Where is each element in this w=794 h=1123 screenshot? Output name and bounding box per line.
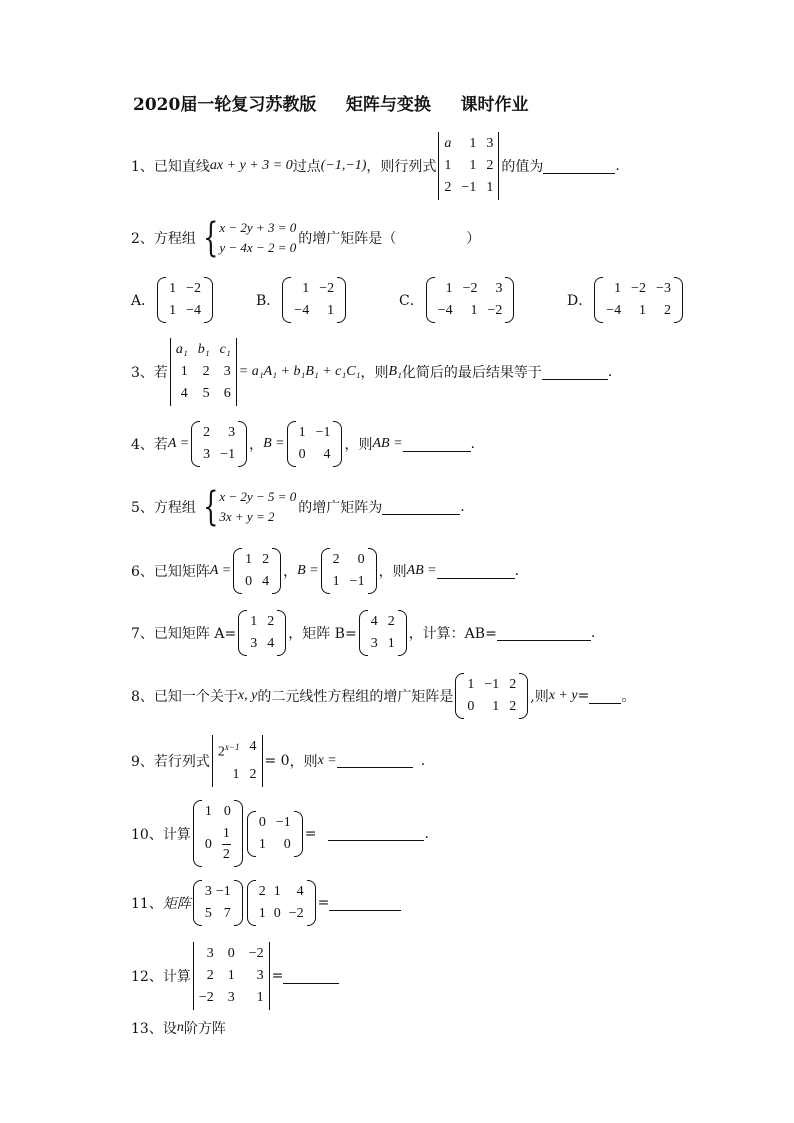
matrix-cell: 1 xyxy=(467,677,475,692)
matrix-cell: 3 xyxy=(256,968,264,983)
option-c[interactable]: C． 1 −2 3 −4 1 −2 xyxy=(399,277,567,323)
matrix-cell: 1 xyxy=(387,636,395,651)
matrix-cell: 0 xyxy=(258,814,266,830)
matrix-cell: −4 xyxy=(606,303,622,318)
matrix-cell: 3 xyxy=(223,364,231,379)
matrix-cell: −3 xyxy=(656,281,671,296)
matrix-cell: 0 xyxy=(298,447,306,462)
matrix-cell: 5 xyxy=(202,386,210,401)
matrix-cell: 4 xyxy=(323,447,331,462)
matrix-cell: 4 xyxy=(262,574,270,589)
matrix-cell: −2 xyxy=(248,946,264,961)
matrix-cell: 1 xyxy=(469,158,477,173)
matrix-cell: 5 xyxy=(204,906,212,921)
matrix-cell: 1 xyxy=(486,180,494,195)
matrix-cell: 2 xyxy=(509,677,517,692)
answer-blank xyxy=(589,689,621,704)
matrix-cell: 3 xyxy=(370,636,378,651)
matrix-cell: 2 xyxy=(262,552,270,567)
answer-blank xyxy=(283,969,339,984)
determinant: $2^{x-1}$ 4 1 2 xyxy=(212,735,263,787)
matrix-cell: −1 xyxy=(215,884,231,899)
matrix-cell: −2 xyxy=(288,906,304,921)
matrix-cell: 1 xyxy=(492,699,500,714)
matrix-cell: 3 xyxy=(203,447,211,462)
matrix-cell: 4 xyxy=(180,386,188,401)
question-1: 1、 已知直线 ax + y + 3 = 0 过点 (−1,−1) ，则行列式 a 1 3 1 1 2 2 −1 1 的值为 . xyxy=(131,132,620,200)
matrix-cell: −2 xyxy=(631,281,647,296)
matrix-cell: −2 xyxy=(319,281,335,296)
matrix-cell: 1 xyxy=(245,552,253,567)
matrix-cell: 0 xyxy=(357,552,365,567)
matrix-cell: 1 xyxy=(639,303,647,318)
matrix-cell: 1 xyxy=(273,884,281,899)
matrix-cell: 0 xyxy=(467,699,475,714)
matrix-cell: 6 xyxy=(223,386,231,401)
matrix-cell: 1 xyxy=(332,574,340,589)
matrix-cell: 2 xyxy=(332,552,340,567)
matrix-cell: −1 xyxy=(349,574,365,589)
matrix-cell: 3 xyxy=(204,884,212,899)
matrix-cell: 2 xyxy=(267,614,275,629)
matrix-cell: 1 xyxy=(469,136,477,151)
answer-blank xyxy=(382,500,460,515)
matrix-cell: −4 xyxy=(294,303,310,318)
det-grid xyxy=(441,132,496,200)
matrix-cell: 1 xyxy=(470,303,478,318)
determinant xyxy=(193,942,270,1010)
matrix-cell: 1 xyxy=(298,425,306,440)
question-9: 9、 若行列式 $2^{x-1}$ 4 1 2 = 0 ，则 x = . xyxy=(131,735,425,787)
matrix-cell: 3 xyxy=(228,425,236,440)
matrix-cell: −2 xyxy=(462,281,478,296)
matrix-cell: −1 xyxy=(315,425,331,440)
matrix-cell: 0 xyxy=(273,906,281,921)
matrix-cell: 1 xyxy=(227,968,235,983)
matrix-cell: 1 xyxy=(256,990,264,1005)
matrix-cell: 1 xyxy=(169,281,177,296)
determinant xyxy=(170,338,237,406)
matrix-cell: 2 xyxy=(202,364,210,379)
question-8: 8、 已知一个关于 x, y 的二元线性方程组的增广矩阵是 1 −1 2 0 1 2 ,则 x + y = 。 xyxy=(131,673,635,719)
page-title: 2020届一轮复习苏教版 矩阵与变换 课时作业 xyxy=(133,95,529,115)
matrix-cell: 0 xyxy=(227,946,235,961)
matrix-cell: 3 xyxy=(495,281,503,296)
matrix-cell: −2 xyxy=(186,281,202,296)
matrix-cell: 1 xyxy=(169,303,177,318)
matrix-cell: 3 xyxy=(250,636,258,651)
matrix-cell: −4 xyxy=(437,303,453,318)
question-2: 2、 方程组 { x − 2y + 3 = 0 y − 4x − 2 = 0 的增广矩阵是（ ） xyxy=(131,215,481,261)
question-7: 7、 已知矩阵 A= 1 2 3 4 ，矩阵 B= 4 2 3 1 ，计算：AB= . xyxy=(131,610,595,656)
matrix-cell: 2 xyxy=(663,303,671,318)
matrix-cell: 3 xyxy=(486,136,494,151)
matrix-cell: 0 xyxy=(283,836,291,852)
matrix-cell: 4 xyxy=(296,884,304,899)
matrix-cell: 0 xyxy=(245,574,253,589)
matrix-cell: 4 xyxy=(267,636,275,651)
matrix-cell: 2 xyxy=(509,699,517,714)
question-13: 13、 设 n 阶方阵 xyxy=(131,1020,226,1037)
matrix-cell: 4 xyxy=(370,614,378,629)
matrix-cell: c₁ xyxy=(219,342,231,357)
matrix-cell: 1 xyxy=(327,303,335,318)
matrix-cell: 1 xyxy=(445,281,453,296)
matrix-cell: a xyxy=(444,136,452,151)
question-5: 5、 方程组 { x − 2y − 5 = 0 3x + y = 2 的增广矩阵为 . xyxy=(131,484,465,530)
answer-blank xyxy=(497,626,591,641)
matrix-cell: 1 xyxy=(258,836,266,852)
determinant xyxy=(438,132,499,200)
matrix-cell: 7 xyxy=(223,906,231,921)
question-10: 10、 计算 1 0 0 $\frac{1}{2}$ 0 −1 1 0 = . xyxy=(131,800,429,867)
matrix-cell: 2 xyxy=(258,884,266,899)
option-a[interactable]: A． 1 −2 1 −4 xyxy=(131,277,256,323)
equation-system: { x − 2y + 3 = 0 y − 4x − 2 = 0 xyxy=(203,215,297,261)
answer-blank xyxy=(437,564,515,579)
matrix-cell: 3 xyxy=(227,990,235,1005)
matrix-cell: −2 xyxy=(198,990,214,1005)
matrix-cell: 2 xyxy=(486,158,494,173)
question-12: 12、 计算 3 0 −2 2 1 3 −2 3 1 = xyxy=(131,942,339,1010)
matrix-cell: 1 xyxy=(614,281,622,296)
question-11: 11、 矩阵 3 −1 5 7 2 1 4 1 0 −2 = xyxy=(131,880,401,926)
answer-blank xyxy=(542,365,608,380)
matrix-cell: 1 xyxy=(180,364,188,379)
matrix-cell: −4 xyxy=(186,303,202,318)
matrix-cell: 1 xyxy=(258,906,266,921)
answer-blank xyxy=(403,437,471,452)
matrix-cell: 1 xyxy=(302,281,310,296)
answer-blank xyxy=(329,896,401,911)
answer-blank xyxy=(328,826,424,841)
option-b[interactable]: B． 1 −2 −4 1 xyxy=(256,277,399,323)
matrix-cell: b₁ xyxy=(197,342,210,357)
question-2-options xyxy=(131,277,685,323)
matrix-cell: 1 xyxy=(250,614,258,629)
matrix-cell: 2 xyxy=(203,425,211,440)
answer-blank xyxy=(337,753,413,768)
matrix-cell: −1 xyxy=(275,814,291,830)
option-d[interactable]: D． 1 −2 −3 −4 1 2 xyxy=(567,277,685,323)
matrix-cell: −1 xyxy=(220,447,236,462)
equation-system: { x − 2y − 5 = 0 3x + y = 2 xyxy=(203,484,297,530)
question-6: 6、 已知矩阵 A = 1 2 0 4 ， B = 2 0 1 −1 ，则 AB = . xyxy=(131,548,519,594)
matrix-cell: 1 xyxy=(444,158,452,173)
matrix-cell: −2 xyxy=(487,303,503,318)
matrix-cell: −1 xyxy=(461,180,477,195)
answer-blank xyxy=(543,159,615,174)
matrix-cell: 2 xyxy=(387,614,395,629)
question-3: 3、 若 a₁ b₁ c₁ 1 2 3 4 5 6 = a₁A₁ + b₁B₁ + c₁C₁ ，则 B₁ 化简后的最后结果等于 . xyxy=(131,338,612,406)
matrix-cell: 3 xyxy=(206,946,214,961)
matrix-cell: −1 xyxy=(484,677,500,692)
question-4: 4、 若 A = 2 3 3 −1 ， B = 1 −1 0 4 ，则 AB = . xyxy=(131,421,475,467)
matrix-cell: 2 xyxy=(206,968,214,983)
matrix-cell: a₁ xyxy=(175,342,188,357)
matrix-cell: 2 xyxy=(444,180,452,195)
